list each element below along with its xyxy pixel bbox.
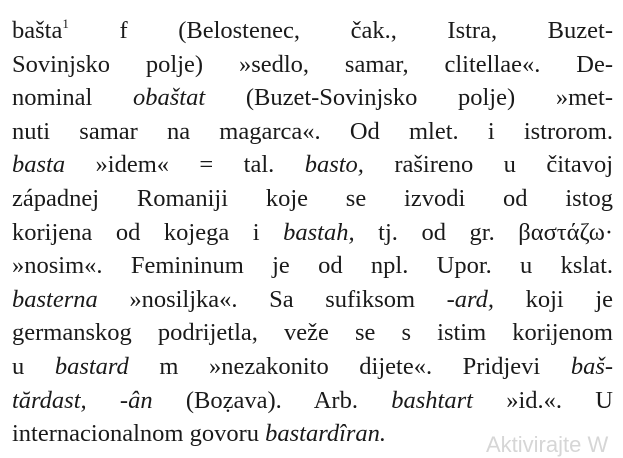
entry-text: u	[12, 352, 55, 380]
entry-text: koji je	[494, 285, 614, 313]
italic-term: obaštat	[132, 84, 206, 112]
entry-text: rašireno u čitavoj	[363, 151, 614, 179]
entry-text: Sovinjsko polje) »sedlo, samar, clitellae«. De-	[12, 50, 613, 78]
entry-text: západnej Romaniji koje se izvodi od istog	[12, 184, 613, 212]
entry-text: nominal	[12, 84, 133, 112]
entry-text: (Buzet-Sovinjsko polje) »met-	[205, 84, 613, 112]
italic-term: bashtart	[391, 386, 473, 414]
entry-text: (Boẓava). Arb.	[152, 386, 392, 414]
italic-term: tărdast, -ân	[12, 386, 153, 414]
entry-line	[12, 148, 613, 182]
entry-line	[12, 283, 613, 317]
dictionary-entry	[12, 14, 613, 451]
entry-text: f (Belostenec, čak., Istra, Buzet-	[68, 17, 613, 44]
entry-line	[12, 350, 613, 384]
entry-text: »nosim«. Femininum je od npl. Upor. u kslat.	[12, 252, 613, 280]
entry-line	[12, 182, 613, 216]
entry-text: germanskog podrijetla, veže se s istim korijenom	[12, 319, 613, 347]
entry-line	[12, 249, 613, 283]
entry-text: korijena od kojega i	[12, 218, 284, 246]
italic-term: bastardîran.	[265, 420, 387, 448]
entry-text: »nosiljka«. Sa sufiksom	[97, 285, 447, 313]
entry-line	[12, 48, 613, 82]
italic-term: basta	[12, 151, 66, 179]
entry-text: bašta	[12, 17, 63, 44]
italic-term: -ard,	[446, 285, 495, 313]
activation-watermark: Aktivirajte W	[486, 432, 609, 457]
entry-line	[12, 384, 613, 418]
italic-term: baš-	[570, 352, 614, 380]
italic-term: bastard	[54, 352, 129, 380]
entry-text: m »nezakonito dijete«. Pridjevi	[128, 352, 571, 380]
entry-line	[12, 115, 613, 149]
entry-line	[12, 14, 613, 48]
entry-line	[12, 81, 613, 115]
entry-line	[12, 316, 613, 350]
italic-term: basto,	[304, 151, 364, 179]
entry-text: »id.«. U	[472, 386, 613, 414]
entry-text: nuti samar na magarca«. Od mlet. i istrorom.	[12, 117, 613, 145]
italic-term: bastah,	[283, 218, 355, 246]
entry-text: internacionalnom govoru	[12, 420, 266, 448]
entry-text: tj. od gr. βαστάζω·	[354, 218, 614, 246]
entry-line	[12, 216, 613, 250]
italic-term: basterna	[12, 285, 98, 313]
entry-text: »idem« = tal.	[65, 151, 305, 179]
sense-number: 1	[62, 16, 69, 31]
